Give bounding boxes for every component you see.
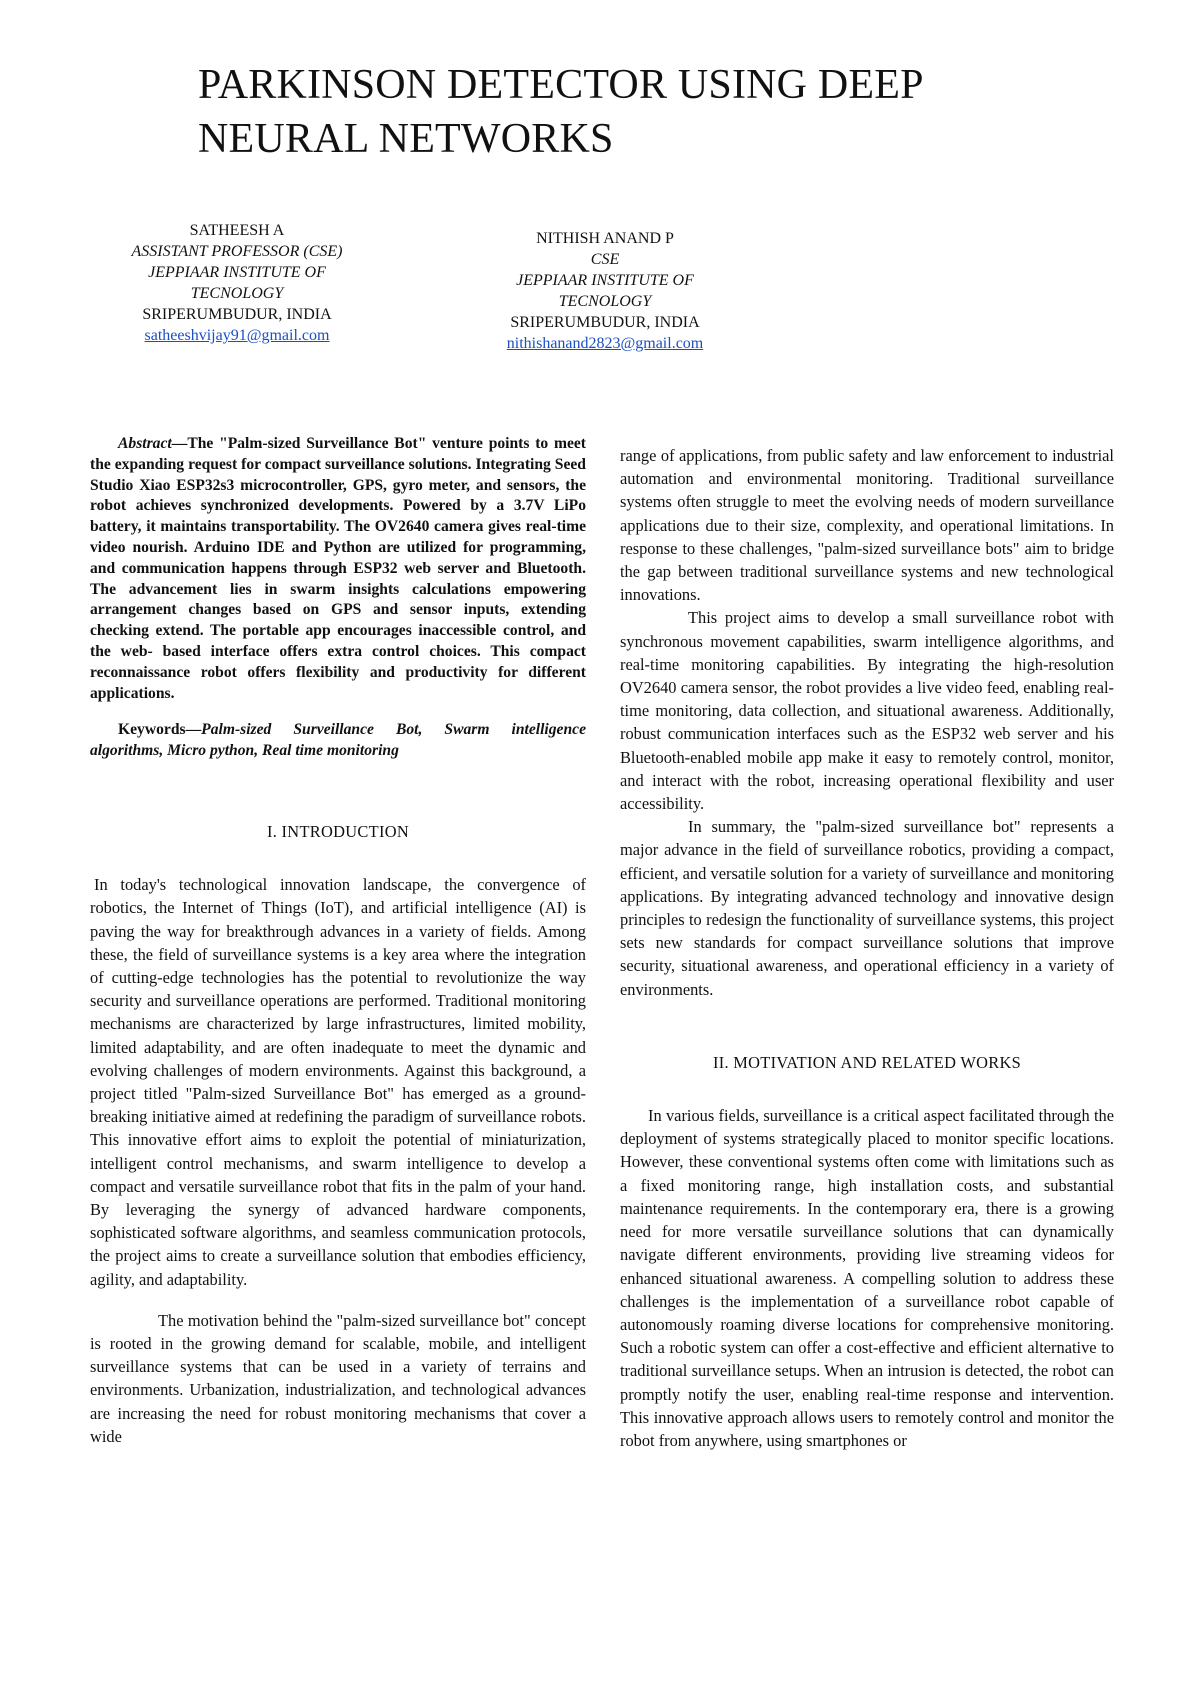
body-paragraph: In today's technological innovation landscape, the convergence of robotics, the Internet of Things (IoT), and artificial intelligence (AI) is paving the way for breakthrough advances in a variety of fields. Among these, the field of surveillance systems is a key area where the integration of cutting-edge technologies has the potential to revolutionize the way security and surveillance operations are performed. Traditional monitoring mechanisms are characterized by large infrastructures, limited mobility, limited adaptability, and are often inadequate to meet the dynamic and evolving challenges of modern environments. Against this background, a project titled "Palm-sized Surveillance Bot" has emerged as a ground-breaking initiative aimed at redefining the paradigm of surveillance robots. This innovative effort aims to exploit the potential of miniaturization, intelligent control mechanisms, and swarm intelligence to develop a compact and versatile surveillance robot that fits in the palm of your hand. By leveraging the synergy of advanced hardware components, sophisticated software algorithms, and seamless communication protocols, the project aims to create a surveillance solution that embodies efficiency, agility, and adaptability.: [90, 875, 586, 1289]
author-institution: JEPPIAAR INSTITUTE OF TECNOLOGY: [516, 272, 694, 310]
body-paragraph: The motivation behind the "palm-sized surveillance bot" concept is rooted in the growing demand for scalable, mobile, and intelligent surveillance systems that can be used in a variety of terrains and environments. Urbanization, industrialization, and technological advances are increasing the need for robust monitoring mechanisms that cover a wide: [90, 1310, 586, 1446]
abstract-label: Abstract: [118, 435, 172, 452]
right-column: [620, 444, 1114, 1452]
author-block-1: [102, 220, 372, 346]
author-location: SRIPERUMBUDUR, INDIA: [510, 314, 700, 331]
author-institution: JEPPIAAR INSTITUTE OF TECNOLOGY: [148, 264, 326, 302]
keywords-label: Keywords—: [118, 721, 202, 739]
abstract-text: —The "Palm-sized Surveillance Bot" venture points to meet the expanding request for compact surveillance solutions. Integrating Seed Studio Xiao ESP32s3 microcontroller, GPS, gyro meter, and sensors, the robot achieves synchronized developments. Powered by a 3.7V LiPo battery, it maintains transportability. The OV2640 camera gives real-time video nourish. Arduino IDE and Python are utilized for programming, and communication happens through ESP32 web server and Bluetooth. The advancement lies in swarm insights calculations empowering arrangement changes based on GPS and sensor inputs, extending checking extend. The portable app encourages inaccessible control, and the web- based interface offers extra control choices. This compact reconnaissance robot offers flexibility and productivity for different applications.: [90, 435, 586, 702]
author-email-link[interactable]: nithishanand2823@gmail.com: [506, 335, 704, 352]
left-column: [90, 434, 586, 1448]
author-role: CSE: [590, 251, 620, 268]
body-paragraph: This project aims to develop a small surveillance robot with synchronous movement capabilities, swarm intelligence algorithms, and real-time monitoring capabilities. By integrating the high-resolution OV2640 camera sensor, the robot provides a live video feed, enabling real-time monitoring, data collection, and situational awareness. Additionally, robust communication interfaces such as the ESP32 web server and his Bluetooth-enabled mobile app make it easy to remotely control, monitor, and interact with the robot, increasing operational flexibility and user accessibility.: [620, 608, 1114, 814]
keywords-text: Palm-sized Surveillance Bot, Swarm intelligence algorithms, Micro python, Real time monitoring: [90, 721, 586, 760]
paper-title: PARKINSON DETECTOR USING DEEP NEURAL NETWORKS: [198, 62, 923, 162]
author-email-link[interactable]: satheeshvijay91@gmail.com: [144, 327, 330, 344]
body-paragraph: range of applications, from public safety and law enforcement to industrial automation and environmental monitoring. Traditional surveillance systems often struggle to meet the evolving needs of modern surveillance applications due to their size, complexity, and operational limitations. In response to these challenges, "palm-sized surveillance bots" aim to bridge the gap between traditional surveillance systems and new technological innovations.: [620, 446, 1114, 605]
keywords: [90, 720, 586, 762]
author-block-2: [470, 228, 740, 354]
body-paragraph: In various fields, surveillance is a critical aspect facilitated through the deployment of systems strategically placed to monitor specific locations. However, these conventional systems often come with limitations such as a fixed monitoring range, high installation costs, and substantial maintenance requirements. In the contemporary era, there is a growing need for more versatile surveillance solutions that can dynamically navigate different environments, providing live streaming videos for enhanced situational awareness. A compelling solution to address these challenges is the implementation of a surveillance robot capable of autonomously roaming diverse locations for comprehensive monitoring. Such a robotic system can offer a cost-effective and efficient alternative to traditional surveillance setups. When an intrusion is detected, the robot can promptly notify the user, enabling real-time response and intervention. This innovative approach allows users to remotely control and monitor the robot from anywhere, using smartphones or: [620, 1106, 1114, 1450]
author-name: SATHEESH A: [189, 222, 285, 239]
abstract: [90, 434, 586, 704]
body-paragraph: In summary, the "palm-sized surveillance bot" represents a major advance in the field of surveillance robotics, providing a compact, efficient, and versatile solution for a variety of surveillance and monitoring applications. By integrating advanced technology and innovative design principles to redesign the functionality of surveillance systems, this project sets new standards for compact surveillance solutions that improve security, situational awareness, and operational efficiency in a variety of environments.: [620, 817, 1114, 999]
author-role: ASSISTANT PROFESSOR (CSE): [131, 243, 343, 260]
author-location: SRIPERUMBUDUR, INDIA: [142, 306, 332, 323]
section-heading-motivation: II. MOTIVATION AND RELATED WORKS: [712, 1052, 1022, 1072]
author-name: NITHISH ANAND P: [536, 230, 674, 247]
section-heading-introduction: I. INTRODUCTION: [267, 821, 409, 841]
